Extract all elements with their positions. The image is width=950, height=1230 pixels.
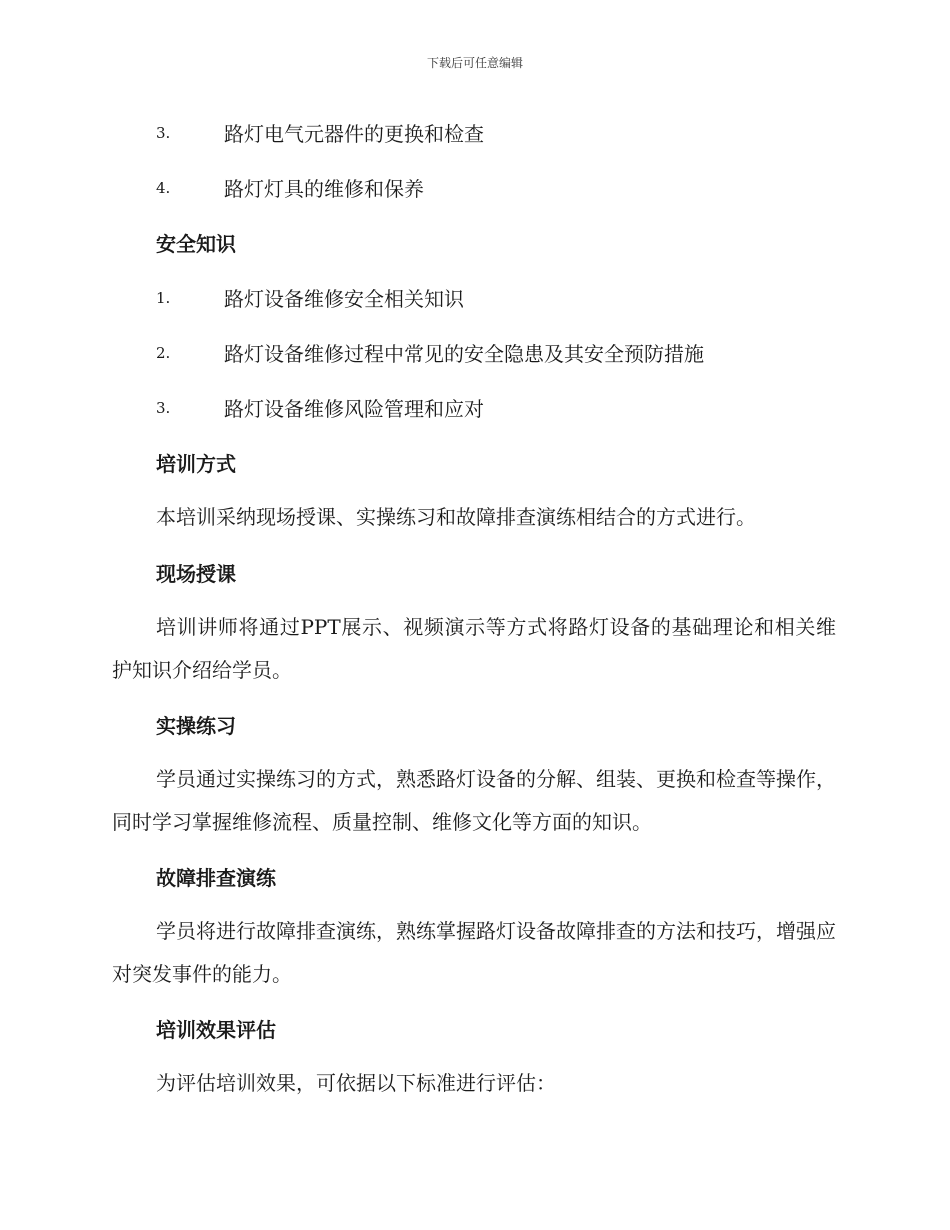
list-item — [112, 105, 836, 160]
list-text: 路灯设备维修安全相关知识 — [224, 287, 464, 311]
section-heading-drill: 故障排查演练 — [156, 866, 276, 890]
paragraph-practice: 学员通过实操练习的方式，熟悉路灯设备的分解、组装、更换和检查等操作，同时学习掌握维修流程、质量控制、维修文化等方面的知识。 — [112, 767, 836, 834]
paragraph-onsite: 培训讲师将通过PPT展示、视频演示等方式将路灯设备的基础理论和相关维护知识介绍给学员。 — [112, 615, 836, 682]
paragraph-evaluation: 为评估培训效果，可依据以下标准进行评估： — [156, 1071, 556, 1095]
list-text: 路灯设备维修风险管理和应对 — [224, 397, 484, 421]
paragraph-training-method: 本培训采纳现场授课、实操练习和故障排查演练相结合的方式进行。 — [156, 505, 756, 529]
list-number: 3. — [156, 398, 171, 417]
list-item — [112, 325, 836, 380]
paragraph-drill: 学员将进行故障排查演练，熟练掌握路灯设备故障排查的方法和技巧，增强应对突发事件的能力。 — [112, 919, 836, 986]
section-heading-training-method: 培训方式 — [156, 452, 236, 476]
list-text: 路灯设备维修过程中常见的安全隐患及其安全预防措施 — [224, 342, 704, 366]
list-item — [112, 270, 836, 325]
list-item — [112, 380, 836, 435]
list-number: 2. — [156, 343, 171, 362]
list-text: 路灯灯具的维修和保养 — [224, 177, 424, 201]
section-heading-onsite: 现场授课 — [156, 562, 236, 586]
list-number: 3. — [156, 123, 171, 142]
list-text: 路灯电气元器件的更换和检查 — [224, 122, 484, 146]
section-heading-safety: 安全知识 — [156, 232, 236, 256]
list-number: 1. — [156, 288, 171, 307]
list-item — [112, 160, 836, 215]
list-number: 4. — [156, 178, 171, 197]
section-heading-practice: 实操练习 — [156, 714, 236, 738]
section-heading-evaluation: 培训效果评估 — [156, 1018, 276, 1042]
page-header: 下载后可任意编辑 — [426, 56, 523, 70]
document-body — [112, 105, 836, 1111]
